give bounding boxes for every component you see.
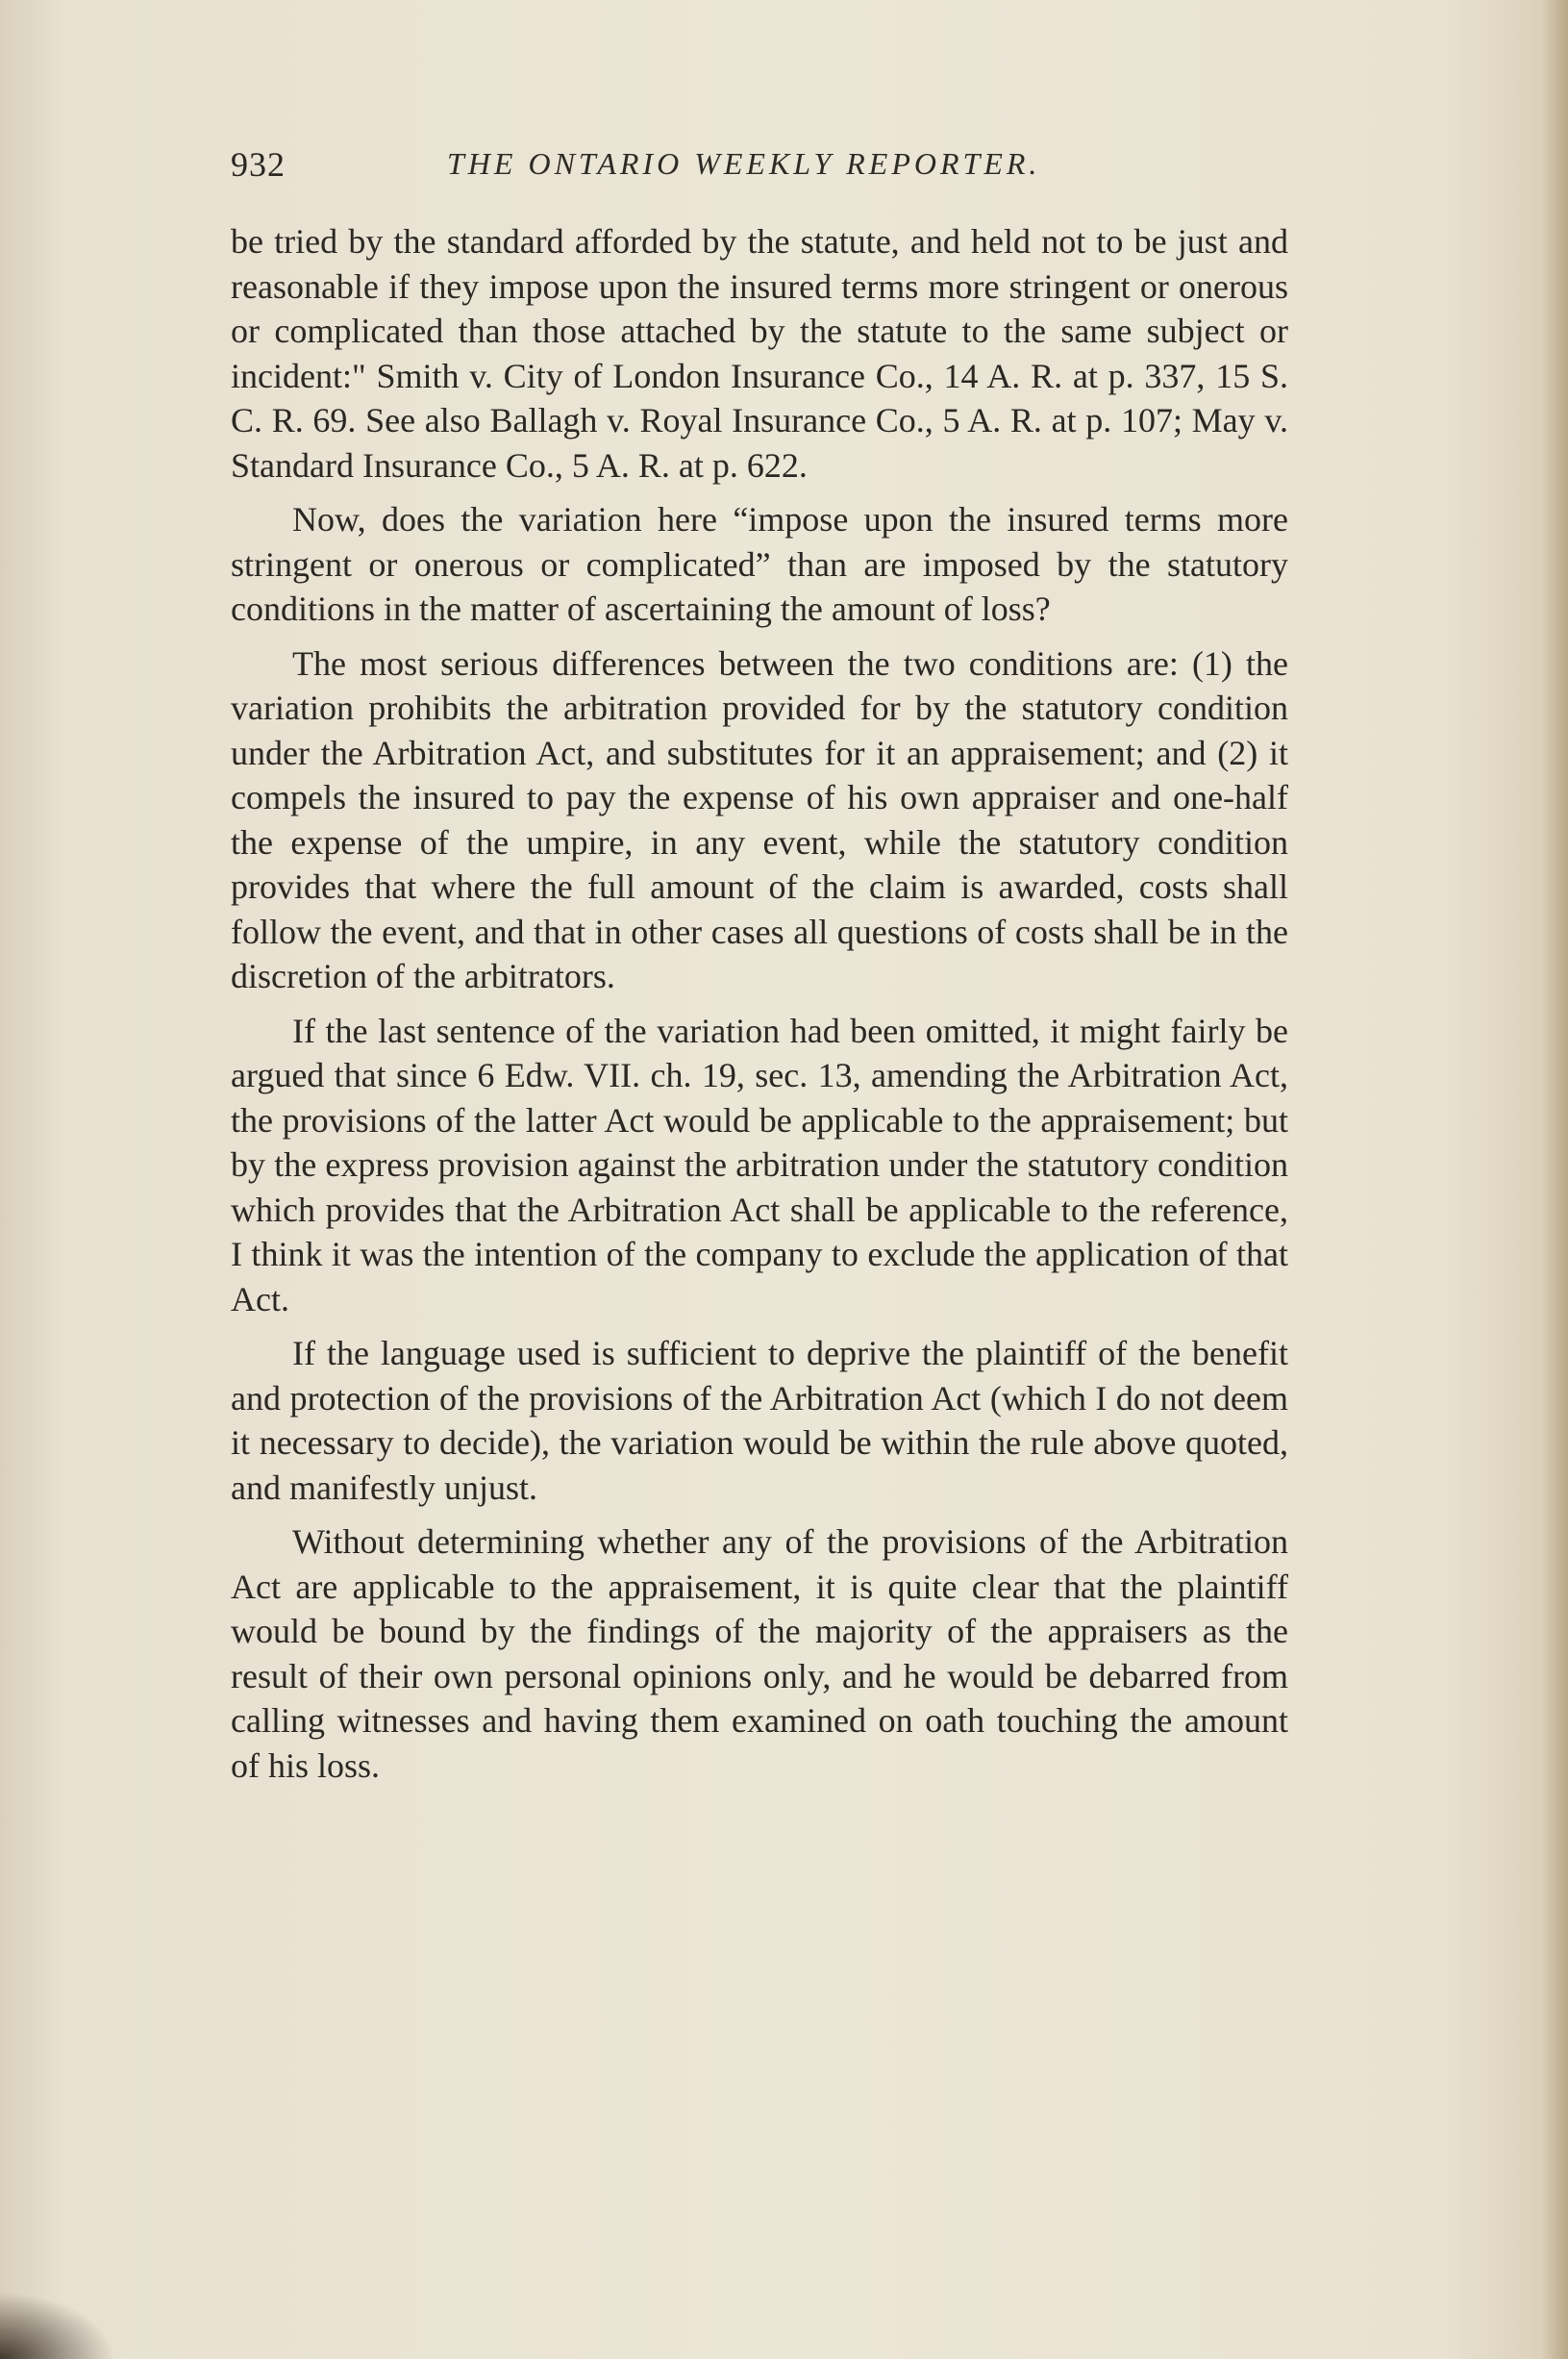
paragraph-2: Now, does the variation here “impose upon the insured terms more stringent or onerous or complicated” than are imposed by the statutory conditions in the matter of ascertaining the amount of loss? — [231, 500, 1288, 628]
paragraph-4: If the last sentence of the variation had been omitted, it might fairly be argued that since 6 Edw. VII. ch. 19, sec. 13, amending the Arbitration Act, the provisions of the latter Act would be applicable to the appraisement; but by the express provision against the arbitration under the statutory condition which provides that the Arbitration Act shall be applicable to the reference, I think it was the intention of the company to exclude the application of that Act. — [231, 1011, 1288, 1318]
running-title: THE ONTARIO WEEKLY REPORTER. — [447, 146, 1041, 181]
page-number: 932 — [231, 145, 286, 184]
paragraph-5: If the language used is sufficient to deprive the plaintiff of the benefit and protection of the provisions of the Arbitration Act (which I do not deem it necessary to decide), the variation would be within the rule above quoted, and manifestly unjust. — [231, 1334, 1288, 1507]
scan-corner-shadow — [0, 2292, 115, 2359]
paragraph-1: be tried by the standard afforded by the statute, and held not to be just and reasonable if they impose upon the insured terms more stringent or onerous or complicated than those attached by the statute to the same subject or incident:" Smith v. City of London Insurance Co., 14 A. R. at p. 337, 15 S. C. R. 69. See also Ballagh v. Royal Insurance Co., 5 A. R. at p. 107; May v. Standard Insurance Co., 5 A. R. at p. 622. — [231, 222, 1288, 485]
paragraph-3: The most serious differences between the two conditions are: (1) the variation prohibits the arbitration provided for by the statutory condition under the Arbitration Act, and substitutes for it an appraisement; and (2) it compels the insured to pay the expense of his own appraiser and one-half the expense of the umpire, in any event, while the statutory condition provides that where the full amount of the claim is awarded, costs shall follow the event, and that in other cases all questions of costs shall be in the discretion of the arbitrators. — [231, 643, 1288, 995]
body-text — [231, 219, 1288, 1797]
page-header — [231, 144, 1288, 192]
paragraph-6: Without determining whether any of the provisions of the Arbitration Act are applicable to the appraisement, it is quite clear that the plaintiff would be bound by the findings of the majority of the appraisers as the result of their own personal opinions only, and he would be debarred from calling witnesses and having them examined on oath touching the amount of his loss. — [231, 1522, 1288, 1785]
